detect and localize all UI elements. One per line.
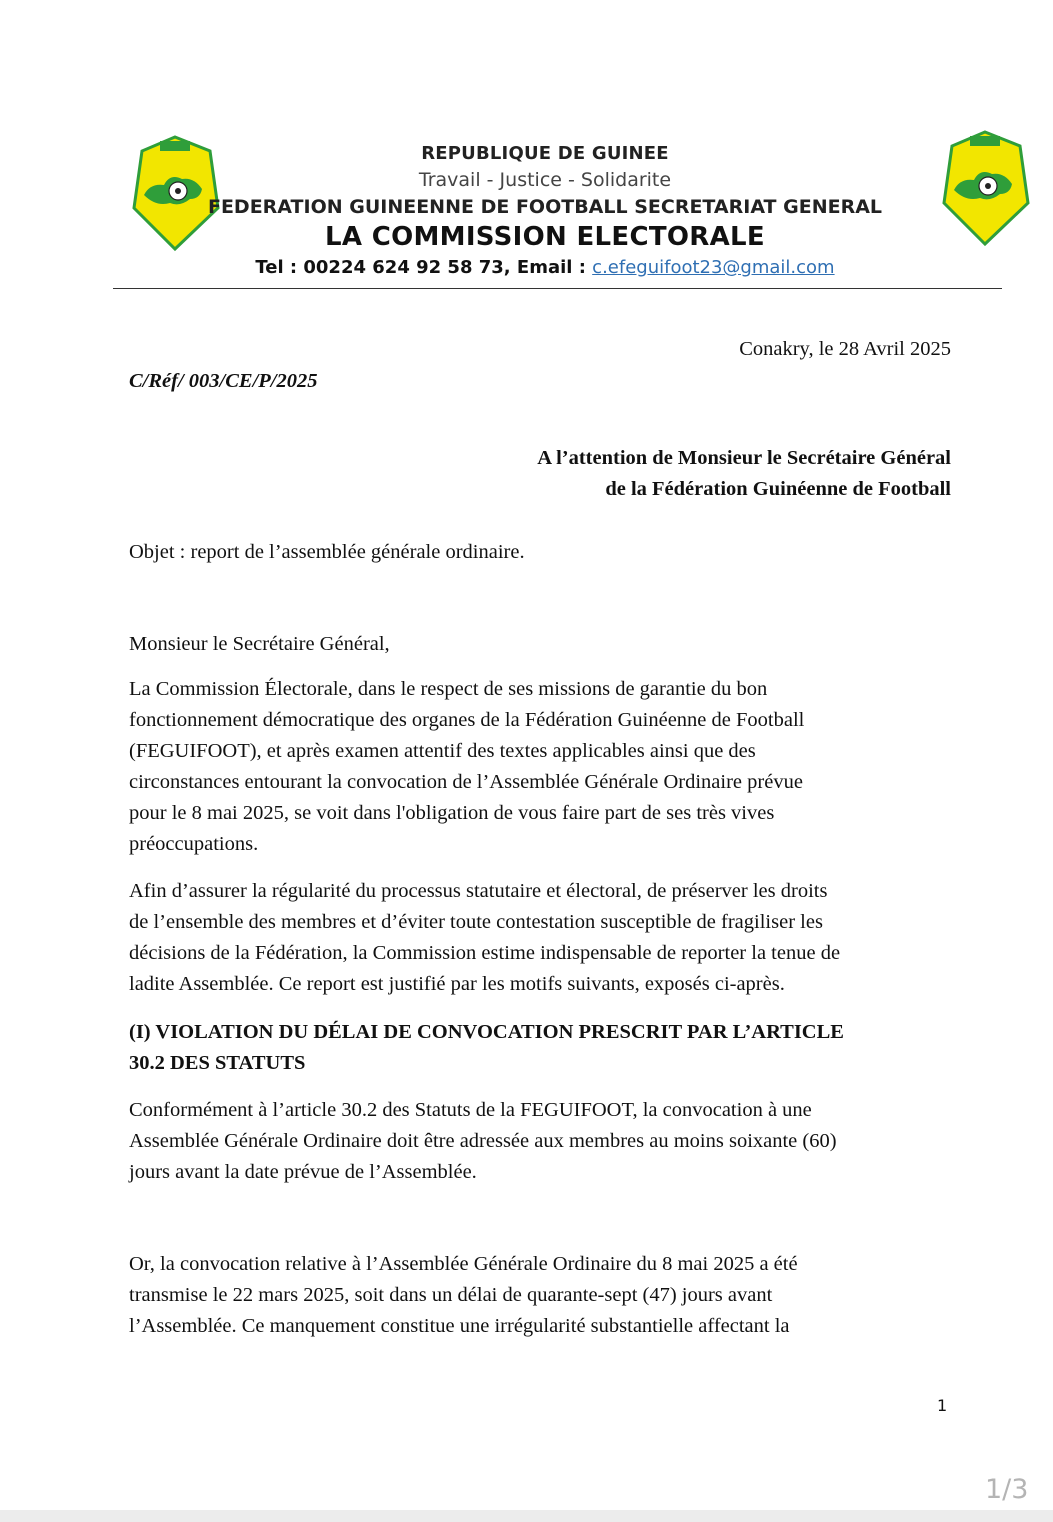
letter-recipient <box>537 443 951 505</box>
text-line: l’Assemblée. Ce manquement constitue une irrégularité substantielle affectant la <box>129 1315 790 1337</box>
page-indicator: 1/3 <box>985 1474 1029 1505</box>
letter-reference: C/Réf/ 003/CE/P/2025 <box>129 370 318 392</box>
text-line: de l’ensemble des membres et d’éviter toute contestation susceptible de fragiliser les <box>129 911 823 933</box>
letterhead-federation: FEDERATION GUINEENNE DE FOOTBALL SECRETARIAT GENERAL <box>207 196 883 218</box>
letterhead-republic: REPUBLIQUE DE GUINEE <box>421 143 669 164</box>
heading-line: 30.2 DES STATUTS <box>129 1052 306 1074</box>
page-number: 1 <box>937 1396 948 1415</box>
text-line: décisions de la Fédération, la Commission estime indispensable de reporter la tenue de <box>129 942 841 964</box>
feguifoot-logo-right <box>940 128 1030 248</box>
letter-salutation: Monsieur le Secrétaire Général, <box>129 633 390 655</box>
letterhead-motto: Travail - Justice - Solidarite <box>418 169 672 191</box>
letterhead-commission: LA COMMISSION ELECTORALE <box>325 222 765 252</box>
text-line: préoccupations. <box>129 833 259 855</box>
heading-line: (I) VIOLATION DU DÉLAI DE CONVOCATION PRESCRIT PAR L’ARTICLE <box>129 1021 844 1043</box>
recipient-line: A l’attention de Monsieur le Secrétaire Général <box>537 447 951 469</box>
letter-subject: Objet : report de l’assemblée générale ordinaire. <box>129 541 525 563</box>
section-heading-1 <box>129 1017 959 1079</box>
paragraph-article <box>129 1095 959 1188</box>
recipient-line: de la Fédération Guinéenne de Football <box>605 478 951 500</box>
text-line: Assemblée Générale Ordinaire doit être adressée aux membres au moins soixante (60) <box>129 1130 837 1152</box>
letterhead-divider <box>113 288 1002 289</box>
letterhead-contact <box>180 257 910 278</box>
viewer-bottom-edge <box>0 1510 1053 1522</box>
text-line: pour le 8 mai 2025, se voit dans l'obligation de vous faire part de ses très vives <box>129 802 775 824</box>
text-line: Or, la convocation relative à l’Assemblée Générale Ordinaire du 8 mai 2025 a été <box>129 1253 798 1275</box>
paragraph-violation <box>129 1249 959 1342</box>
text-line: transmise le 22 mars 2025, soit dans un délai de quarante-sept (47) jours avant <box>129 1284 773 1306</box>
contact-email-link[interactable]: c.efeguifoot23@gmail.com <box>592 257 835 278</box>
text-line: Conformément à l’article 30.2 des Statuts de la FEGUIFOOT, la convocation à une <box>129 1099 812 1121</box>
text-line: (FEGUIFOOT), et après examen attentif des textes applicables ainsi que des <box>129 740 756 762</box>
letter-date: Conakry, le 28 Avril 2025 <box>739 338 951 360</box>
paragraph-intro <box>129 674 959 860</box>
text-line: ladite Assemblée. Ce report est justifié par les motifs suivants, exposés ci-après. <box>129 973 785 995</box>
text-line: fonctionnement démocratique des organes de la Fédération Guinéenne de Football <box>129 709 805 731</box>
paragraph-purpose <box>129 876 959 1000</box>
text-line: jours avant la date prévue de l’Assemblée. <box>129 1161 477 1183</box>
contact-phone: Tel : 00224 624 92 58 73, Email : <box>255 257 593 278</box>
text-line: circonstances entourant la convocation de l’Assemblée Générale Ordinaire prévue <box>129 771 803 793</box>
text-line: La Commission Électorale, dans le respect de ses missions de garantie du bon <box>129 678 768 700</box>
text-line: Afin d’assurer la régularité du processus statutaire et électoral, de préserver les droits <box>129 880 828 902</box>
